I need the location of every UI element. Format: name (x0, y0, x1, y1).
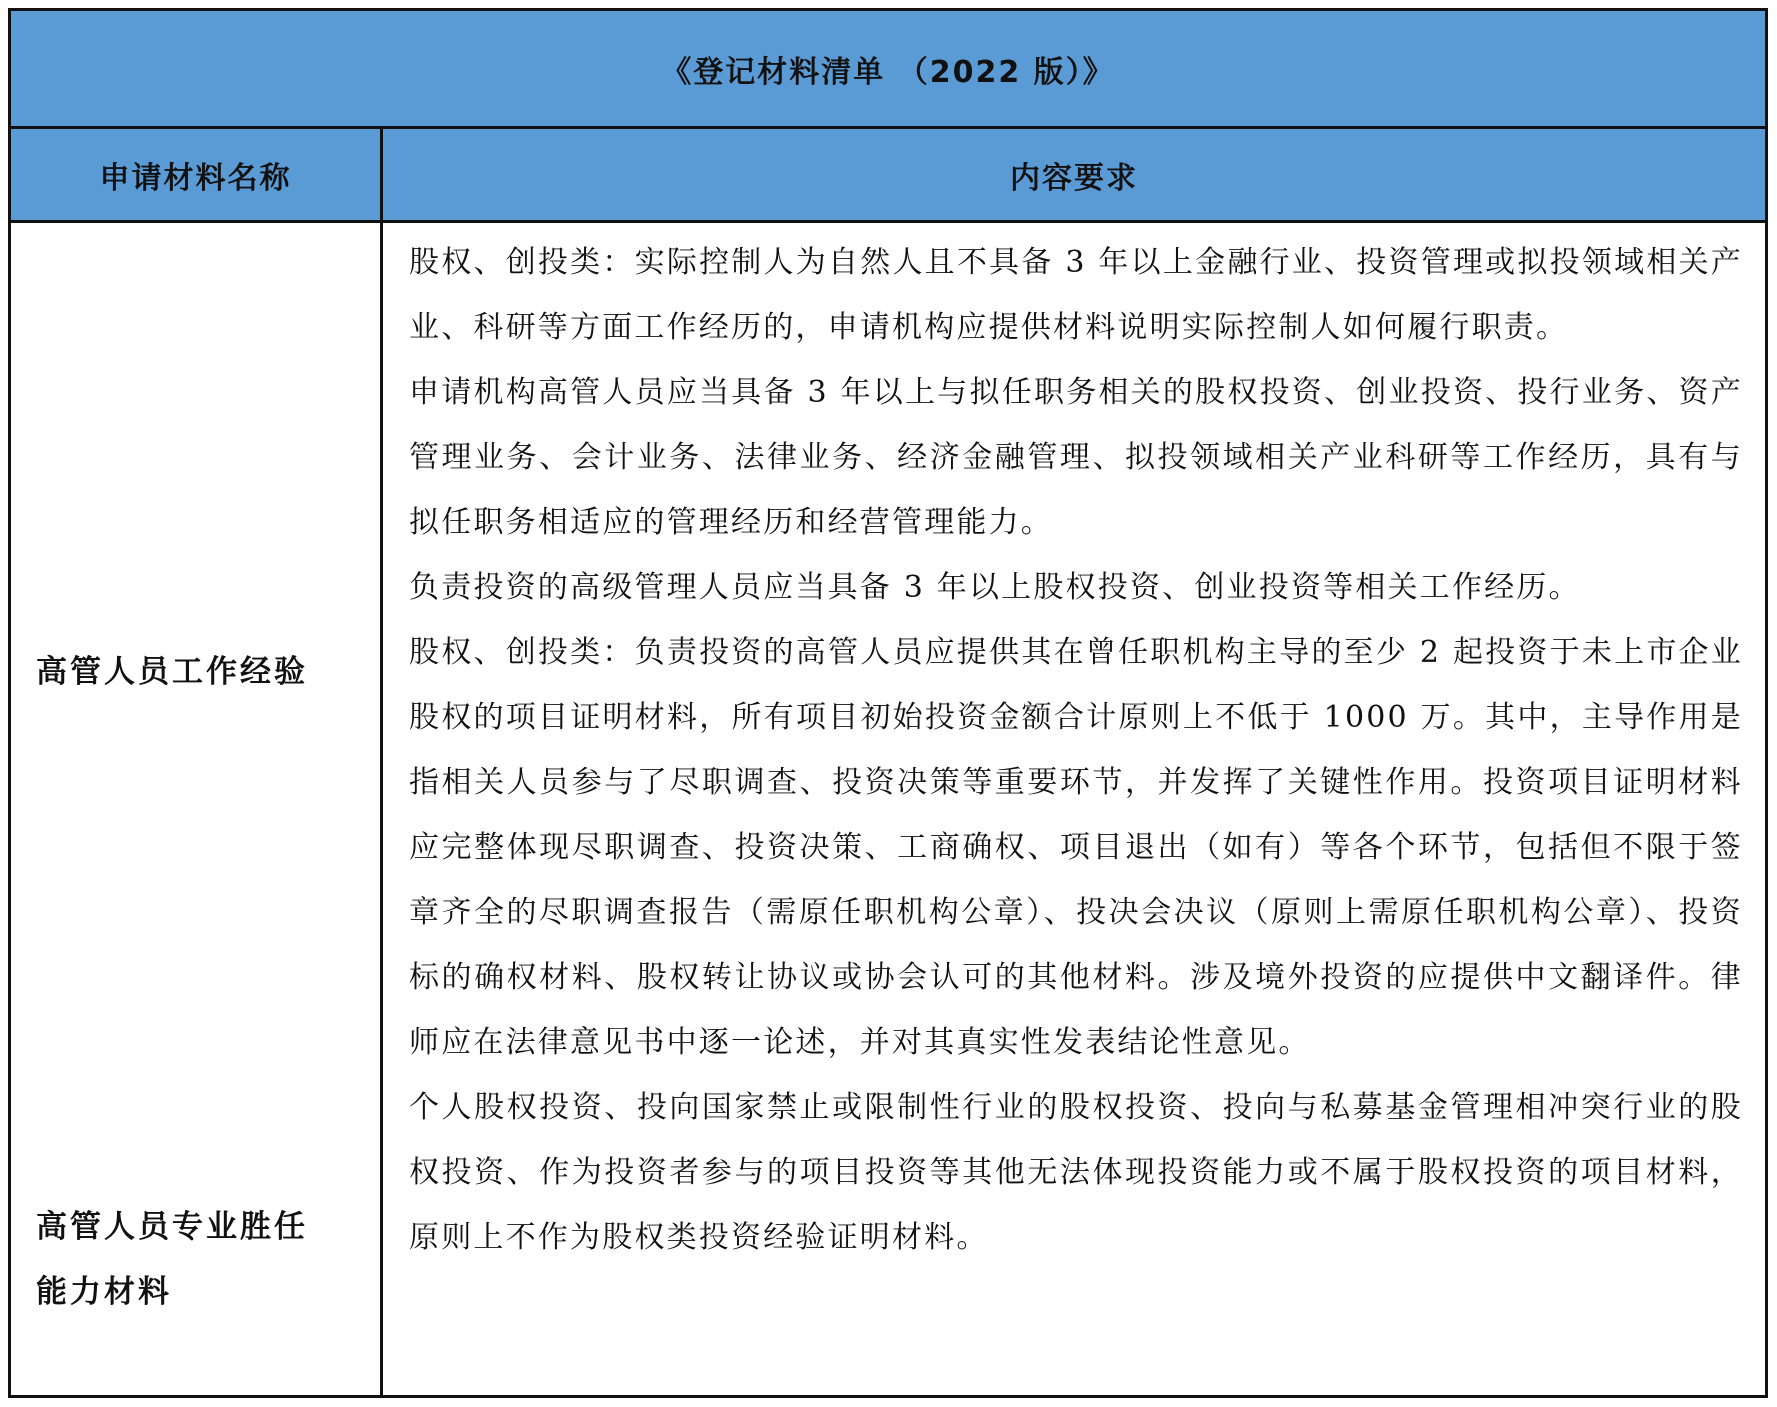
requirement-paragraph: 股权、创投类：实际控制人为自然人且不具备 3 年以上金融行业、投资管理或拟投领域相关产业、科研等方面工作经历的，申请机构应提供材料说明实际控制人如何履行职责。 (409, 245, 1743, 345)
requirement-paragraph: 股权、创投类：负责投资的高管人员应提供其在曾任职机构主导的至少 2 起投资于未上市企业股权的项目证明材料，所有项目初始投资金额合计原则上不低于 1000 万。其中，主导作用是指相关人员参与了尽职调查、投资决策等重要环节，并发挥了关键性作用。投资项目证明材料应完整体现尽职调查、投资决策、工商确权、项目退出（如有）等各个环节，包括但不限于签章齐全的尽职调查报告（需原任职机构公章）、投决会决议（原则上需原任职机构公章）、投资标的确权材料、股权转让协议或协会认可的其他材料。涉及境外投资的应提供中文翻译件。律师应在法律意见书中逐一论述，并对其真实性发表结论性意见。 (409, 635, 1743, 1060)
header-content-requirements: 内容要求 (1010, 160, 1138, 196)
table-title: 《登记材料清单 （2022 版）》 (11, 11, 1765, 129)
header-material-name: 申请材料名称 (11, 129, 383, 220)
table-header-row (11, 129, 1765, 223)
materials-table (8, 8, 1768, 1398)
row-label-work-experience: 高管人员工作经验 (36, 654, 308, 690)
material-name-column (11, 223, 383, 1395)
row-label-competence-line2: 能力材料 (36, 1274, 172, 1310)
requirement-paragraph: 负责投资的高级管理人员应当具备 3 年以上股权投资、创业投资等相关工作经历。 (409, 570, 1581, 605)
table-body (11, 223, 1765, 1395)
row-label-competence-line1: 高管人员专业胜任 (36, 1209, 308, 1245)
content-requirements-column (383, 223, 1765, 1395)
requirement-paragraph: 个人股权投资、投向国家禁止或限制性行业的股权投资、投向与私募基金管理相冲突行业的股权投资、作为投资者参与的项目投资等其他无法体现投资能力或不属于股权投资的项目材料，原则上不作为股权类投资经验证明材料。 (409, 1090, 1743, 1255)
requirement-paragraph: 申请机构高管人员应当具备 3 年以上与拟任职务相关的股权投资、创业投资、投行业务、资产管理业务、会计业务、法律业务、经济金融管理、拟投领域相关产业科研等工作经历，具有与拟任职务相适应的管理经历和经营管理能力。 (409, 375, 1743, 540)
